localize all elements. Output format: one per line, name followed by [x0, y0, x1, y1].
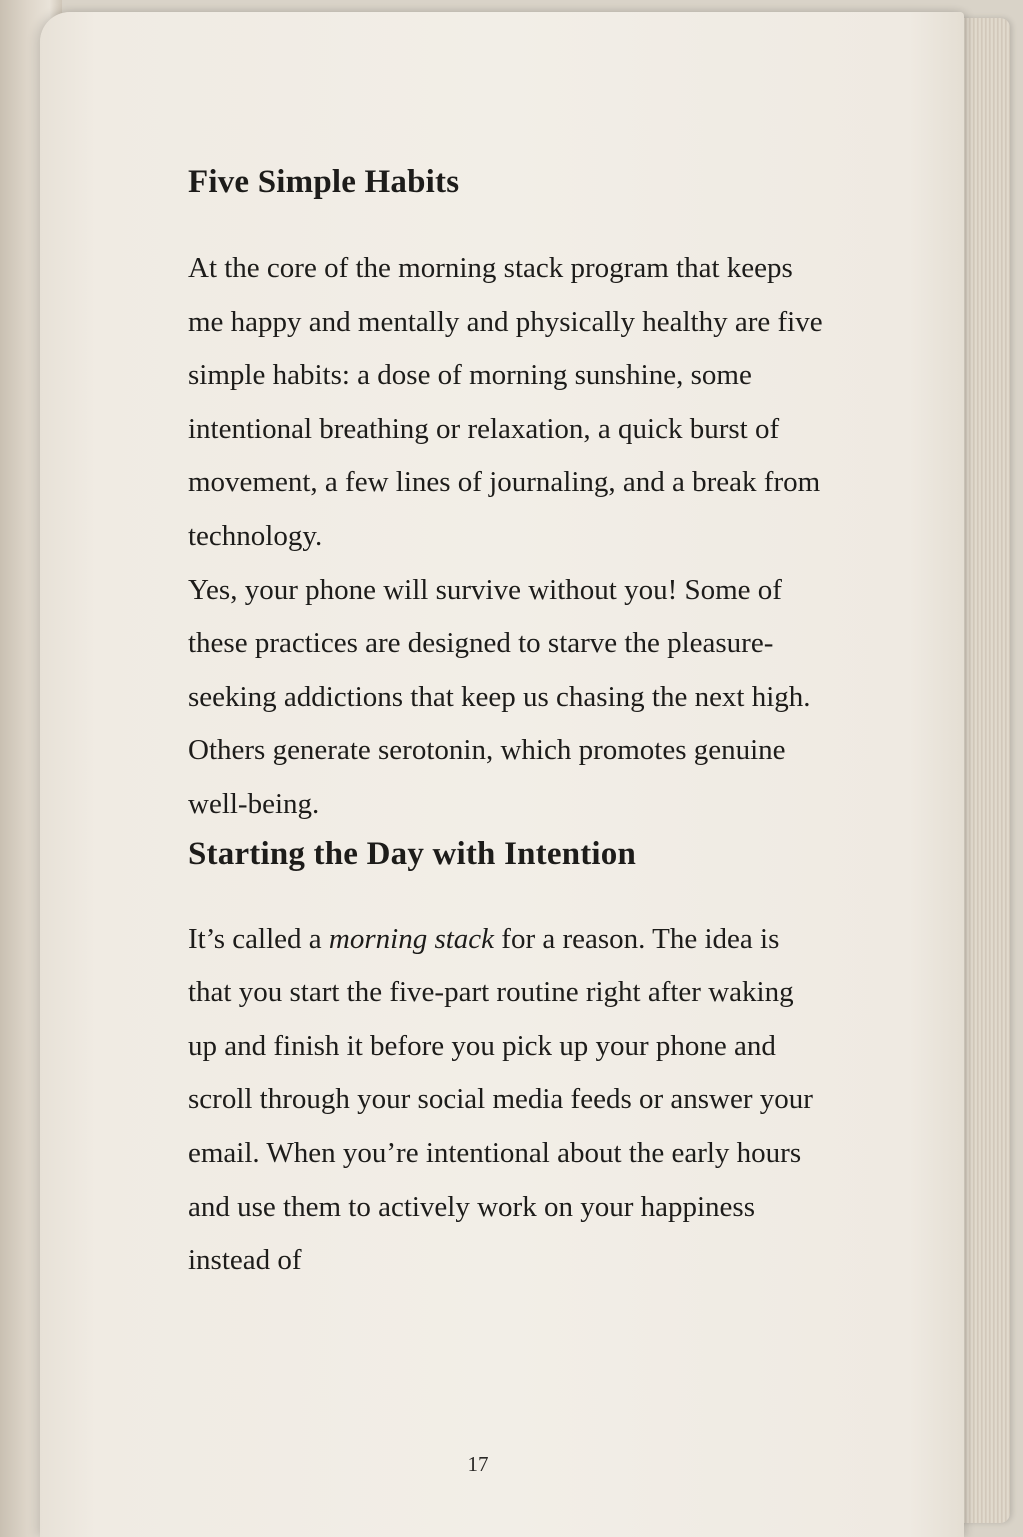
- section-heading-starting-the-day: Starting the Day with Intention: [188, 835, 637, 872]
- paragraph-phone: Yes, your phone will survive without you! Some of these practices are designed to starve the pleasure-seeking addictions that keep us chasing the next high. Others generate serotonin, which promotes genuine well-being.: [188, 573, 811, 820]
- paragraph-intention-start: It’s called a: [188, 922, 329, 955]
- page-content: [188, 160, 828, 1288]
- paragraph-intention-italic: morning stack: [328, 922, 495, 955]
- page-number: 17: [467, 1452, 489, 1476]
- section-heading-five-simple-habits: Five Simple Habits: [188, 164, 460, 200]
- paragraph-habits: At the core of the morning stack program that keeps me happy and mentally and physically healthy are five simple habits: a dose of morning sunshine, some intentional breathing or relaxation, a quick burst of movement, a few lines of journaling, and a break from technology.: [188, 252, 823, 552]
- paragraph-intention-rest: for a reason. The idea is that you start the five-part routine right after waking up and finish it before you pick up your phone and scroll through your social media feeds or answer your email. When you’re intentional about the early hours and use them to actively work on your happiness instead of: [188, 922, 813, 1277]
- paragraph-intention: [188, 913, 828, 1288]
